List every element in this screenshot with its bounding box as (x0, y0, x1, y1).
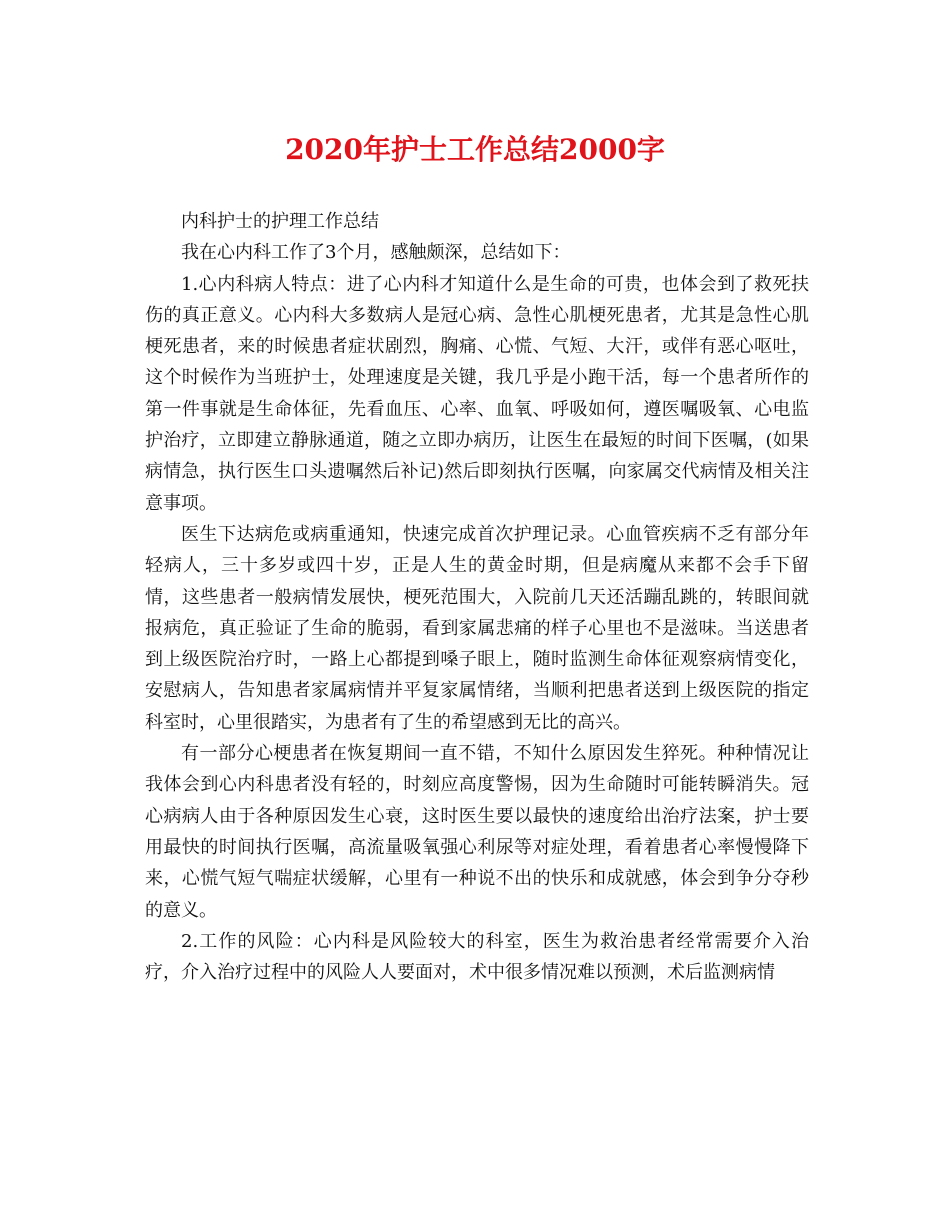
document-body (145, 206, 809, 988)
document-title: 2020年护士工作总结2000字 (285, 133, 665, 166)
body-paragraph: 1.心内科病人特点：进了心内科才知道什么是生命的可贵，也体会到了救死扶伤的真正意义。心内科大多数病人是冠心病、急性心肌梗死患者，尤其是急性心肌梗死患者，来的时候患者症状剧烈，胸痛、心慌、气短、大汗，或伴有恶心呕吐，这个时候作为当班护士，处理速度是关键，我几乎是小跑干活，每一个患者所作的第一件事就是生命体征，先看血压、心率、血氧、呼吸如何，遵医嘱吸氧、心电监护治疗，立即建立静脉通道，随之立即办病历，让医生在最短的时间下医嘱，(如果病情急，执行医生口头遗嘱然后补记)然后即刻执行医嘱，向家属交代病情及相关注意事项。 (145, 273, 809, 514)
body-paragraph: 我在心内科工作了3个月，感触颇深，总结如下： (181, 242, 571, 264)
body-paragraph: 内科护士的护理工作总结 (181, 211, 379, 232)
body-paragraph: 医生下达病危或病重通知，快速完成首次护理记录。心血管疾病不乏有部分年轻病人，三十多岁或四十岁，正是人生的黄金时期，但是病魔从来都不会手下留情，这些患者一般病情发展快，梗死范围大，入院前几天还活蹦乱跳的，转眼间就报病危，真正验证了生命的脆弱，看到家属悲痛的样子心里也不是滋味。当送患者到上级医院治疗时，一路上心都提到嗓子眼上，随时监测生命体征观察病情变化，安慰病人，告知患者家属病情并平复家属情绪，当顺利把患者送到上级医院的指定科室时，心里很踏实，为患者有了生的希望感到无比的高兴。 (145, 523, 809, 733)
body-paragraph: 2.工作的风险：心内科是风险较大的科室，医生为救治患者经常需要介入治疗，介入治疗过程中的风险人人要面对，术中很多情况难以预测，术后监测病情 (145, 930, 809, 984)
body-paragraph: 有一部分心梗患者在恢复期间一直不错，不知什么原因发生猝死。种种情况让我体会到心内科患者没有轻的，时刻应高度警惕，因为生命随时可能转瞬消失。冠心病病人由于各种原因发生心衰，这时医生要以最快的速度给出治疗法案，护士要用最快的时间执行医嘱，高流量吸氧强心利尿等对症处理，看着患者心率慢慢降下来，心慌气短气喘症状缓解，心里有一种说不出的快乐和成就感，体会到争分夺秒的意义。 (145, 743, 809, 921)
